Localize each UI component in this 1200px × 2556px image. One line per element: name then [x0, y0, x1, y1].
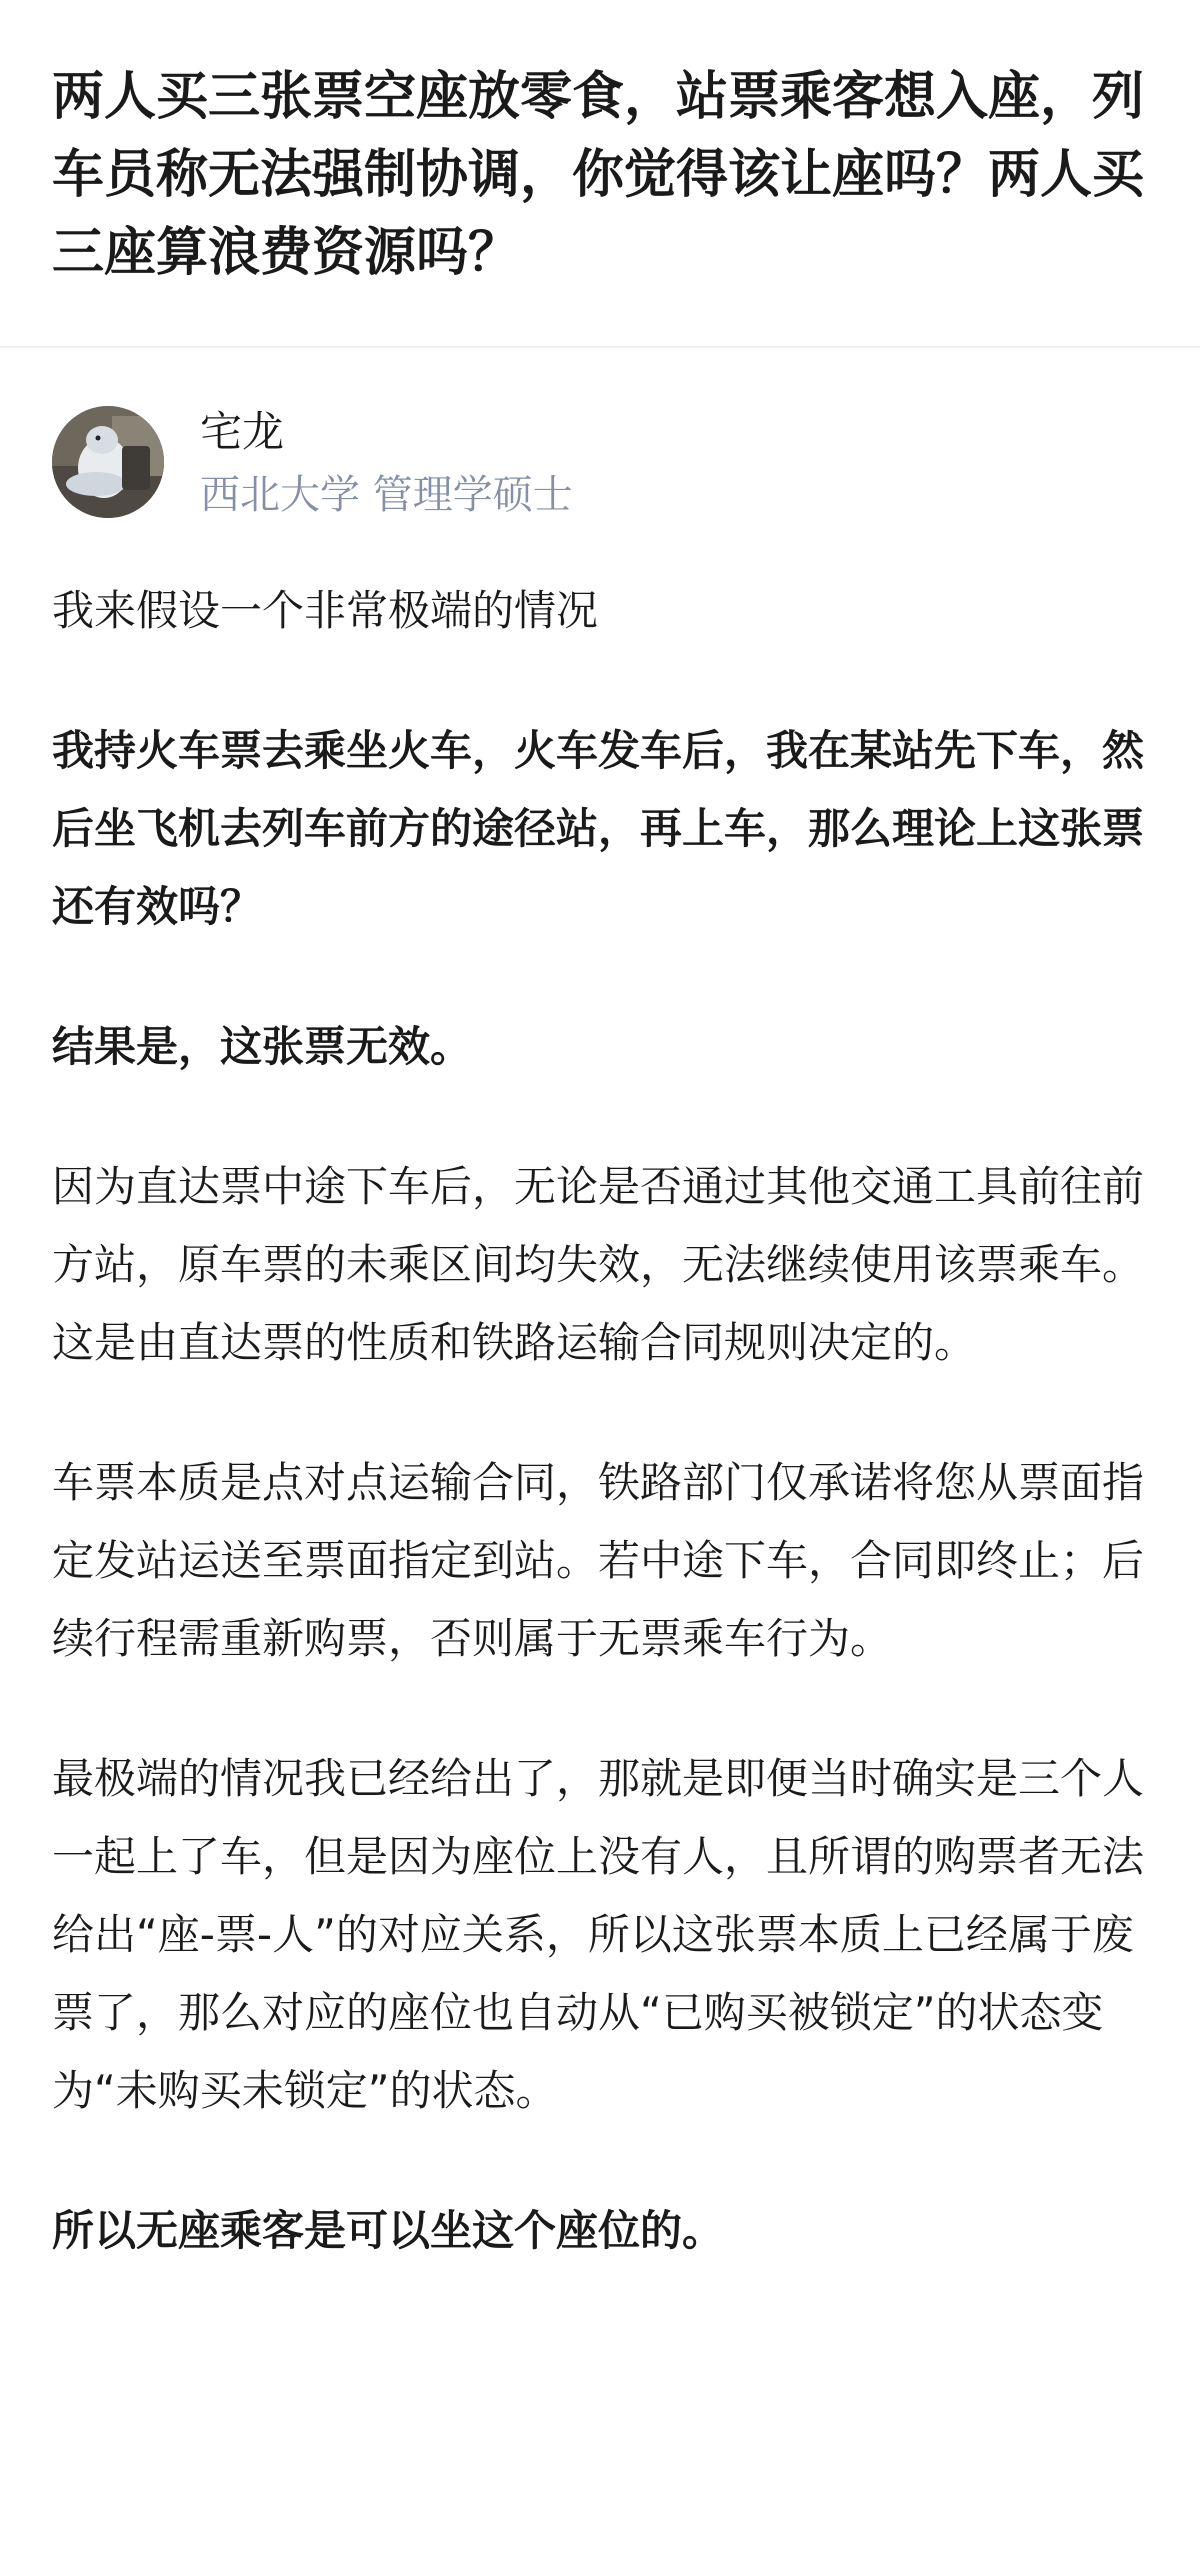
avatar-photo-icon: [52, 406, 164, 518]
answer-paragraph: 我来假设一个非常极端的情况: [52, 586, 599, 635]
answer-content: [52, 572, 1162, 2332]
answer-paragraph-bold: 结果是，这张票无效。: [52, 1022, 473, 1071]
answer-paragraph: 车票本质是点对点运输合同，铁路部门仅承诺将您从票面指定发站运送至票面指定到站。若中途下车，合同即终止；后续行程需重新购票，否则属于无票乘车行为。: [52, 1458, 1145, 1663]
answer-paragraph-bold: 所以无座乘客是可以坐这个座位的。: [52, 2206, 725, 2255]
avatar[interactable]: [52, 406, 164, 518]
answer-paragraph: 因为直达票中途下车后，无论是否通过其他交通工具前往前方站，原车票的未乘区间均失效，无法继续使用该票乘车。这是由直达票的性质和铁路运输合同规则决定的。: [52, 1162, 1145, 1367]
answer-paragraph-bold: 我持火车票去乘坐火车，火车发车后，我在某站先下车，然后坐飞机去列车前方的途径站，再上车，那么理论上这张票还有效吗？: [52, 726, 1145, 931]
author-name[interactable]: 宅龙: [200, 407, 285, 456]
author-bio: 西北大学 管理学硕士: [200, 472, 573, 518]
question-header: [0, 0, 1200, 348]
question-title[interactable]: 两人买三张票空座放零食，站票乘客想入座，列车员称无法强制协调，你觉得该让座吗？两人买三座算浪费资源吗？: [52, 67, 1145, 283]
answer-paragraph: 最极端的情况我已经给出了，那就是即便当时确实是三个人一起上了车，但是因为座位上没有人，且所谓的购票者无法给出“座-票-人”的对应关系，所以这张票本质上已经属于废票了，那么对应的座位也自动从“已购买被锁定”的状态变为“未购买未锁定”的状态。: [52, 1754, 1145, 2115]
author-info: [52, 402, 1152, 522]
